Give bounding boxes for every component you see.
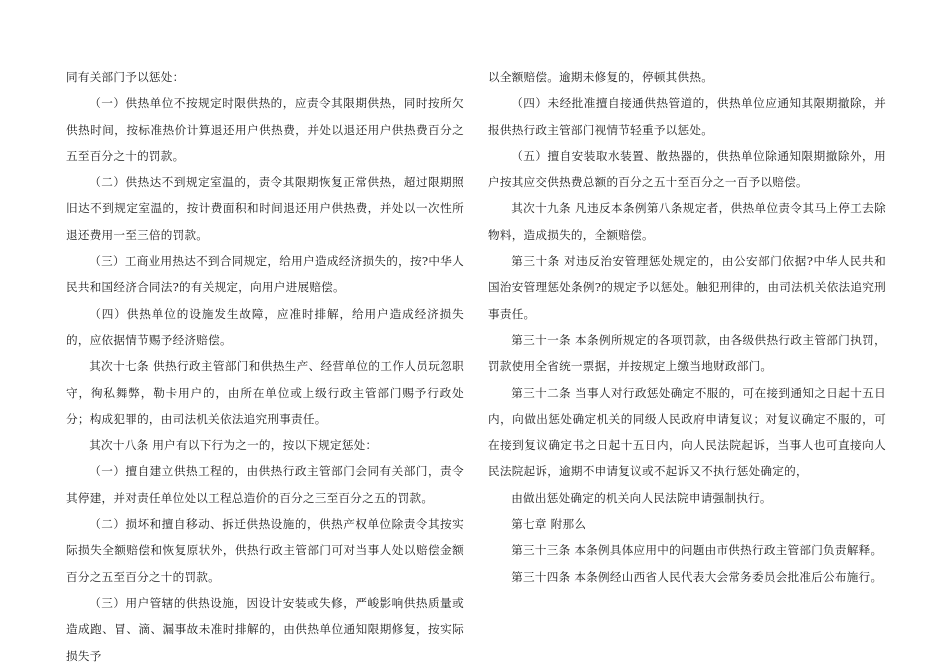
- paragraph: 其次十八条 用户有以下行为之一的，按以下规定惩处：: [89, 438, 378, 453]
- paragraph: （二）损坏和擅自移动、拆迁供热设施的，供热产权单位除责令其按实际损失全额赔偿和恢复原状外，供热行政主管部门可对当事人处以赔偿金额百分之五至百分之十的罚款。: [66, 517, 464, 584]
- chapter-heading: 第七章 附那么: [511, 517, 587, 532]
- paragraph: 第三十四条 本条例经山西省人民代表大会常务委员会批准后公布施行。: [511, 569, 883, 584]
- paragraph: 以全额赔偿。逾期未修复的，停顿其供热。: [488, 70, 714, 84]
- paragraph: （一）擅自建立供热工程的，由供热行政主管部门会同有关部门，责令其停建，并对责任单位处以工程总造价的百分之三至百分之五的罚款。: [66, 464, 464, 505]
- left-column: [66, 64, 464, 669]
- paragraph: 其次十九条 凡违反本条例第八条规定者，供热单位责令其马上停工去除物料，造成损失的，全额赔偿。: [488, 201, 886, 242]
- right-column: [488, 64, 886, 590]
- paragraph: （一）供热单位不按规定时限供热的，应责令其限期供热，同时按所欠供热时间，按标准热价计算退还用户供热费，并处以退还用户供热费百分之五至百分之十的罚款。: [66, 96, 464, 163]
- paragraph: （四）供热单位的设施发生故障，应准时排解，给用户造成经济损失的，应依据情节赐予经济赔偿。: [66, 306, 464, 347]
- paragraph: 其次十七条 供热行政主管部门和供热生产、经营单位的工作人员玩忽职守，徇私舞弊，勒卡用户的，由所在单位或上级行政主管部门赐予行政处分；构成犯罪的，由司法机关依法追究刑事责任。: [66, 359, 464, 426]
- paragraph: 第三十三条 本条例具体应用中的问题由市供热行政主管部门负责解释。: [511, 543, 883, 558]
- paragraph: （三）用户管辖的供热设施，因设计安装或失修，严峻影响供热质量或造成跑、冒、滴、漏事故未准时排解的，由供热单位通知限期修复，按实际损失予: [66, 595, 464, 663]
- paragraph: 第三十条 对违反治安管理惩处规定的，由公安部门依据?中华人民共和国治安管理惩处条例?的规定予以惩处。触犯刑律的，由司法机关依法追究刑事责任。: [488, 254, 886, 321]
- paragraph: （五）擅自安装取水装置、散热器的，供热单位除通知限期撤除外，用户按其应交供热费总额的百分之五十至百分之一百予以赔偿。: [488, 148, 886, 190]
- paragraph: 同有关部门予以惩处：: [66, 70, 185, 84]
- paragraph: 第三十二条 当事人对行政惩处确定不服的，可在接到通知之日起十五日内，向做出惩处确定机关的同级人民政府申请复议；对复议确定不服的，可在接到复议确定书之日起十五日内，向人民法院起诉，当事人也可直接向人民法院起诉，逾期不申请复议或不起诉又不执行惩处确定的，: [488, 385, 886, 479]
- paragraph: 由做出惩处确定的机关向人民法院申请强制执行。: [511, 490, 772, 505]
- paragraph: （二）供热达不到规定室温的，责令其限期恢复正常供热，超过限期照旧达不到规定室温的，按计费面积和时间退还用户供热费，并处以一次性所退还费用一至三倍的罚款。: [66, 175, 464, 242]
- paragraph: （四）未经批准擅自接通供热管道的，供热单位应通知其限期撤除，并报供热行政主管部门视情节轻重予以惩处。: [488, 96, 886, 137]
- paragraph: 第三十一条 本条例所规定的各项罚款，由各级供热行政主管部门执罚，罚款使用全省统一票据，并按规定上缴当地财政部门。: [488, 332, 886, 374]
- paragraph: （三）工商业用热达不到合同规定，给用户造成经济损失的，按?中华人民共和国经济合同法?的有关规定，向用户进展赔偿。: [66, 254, 464, 295]
